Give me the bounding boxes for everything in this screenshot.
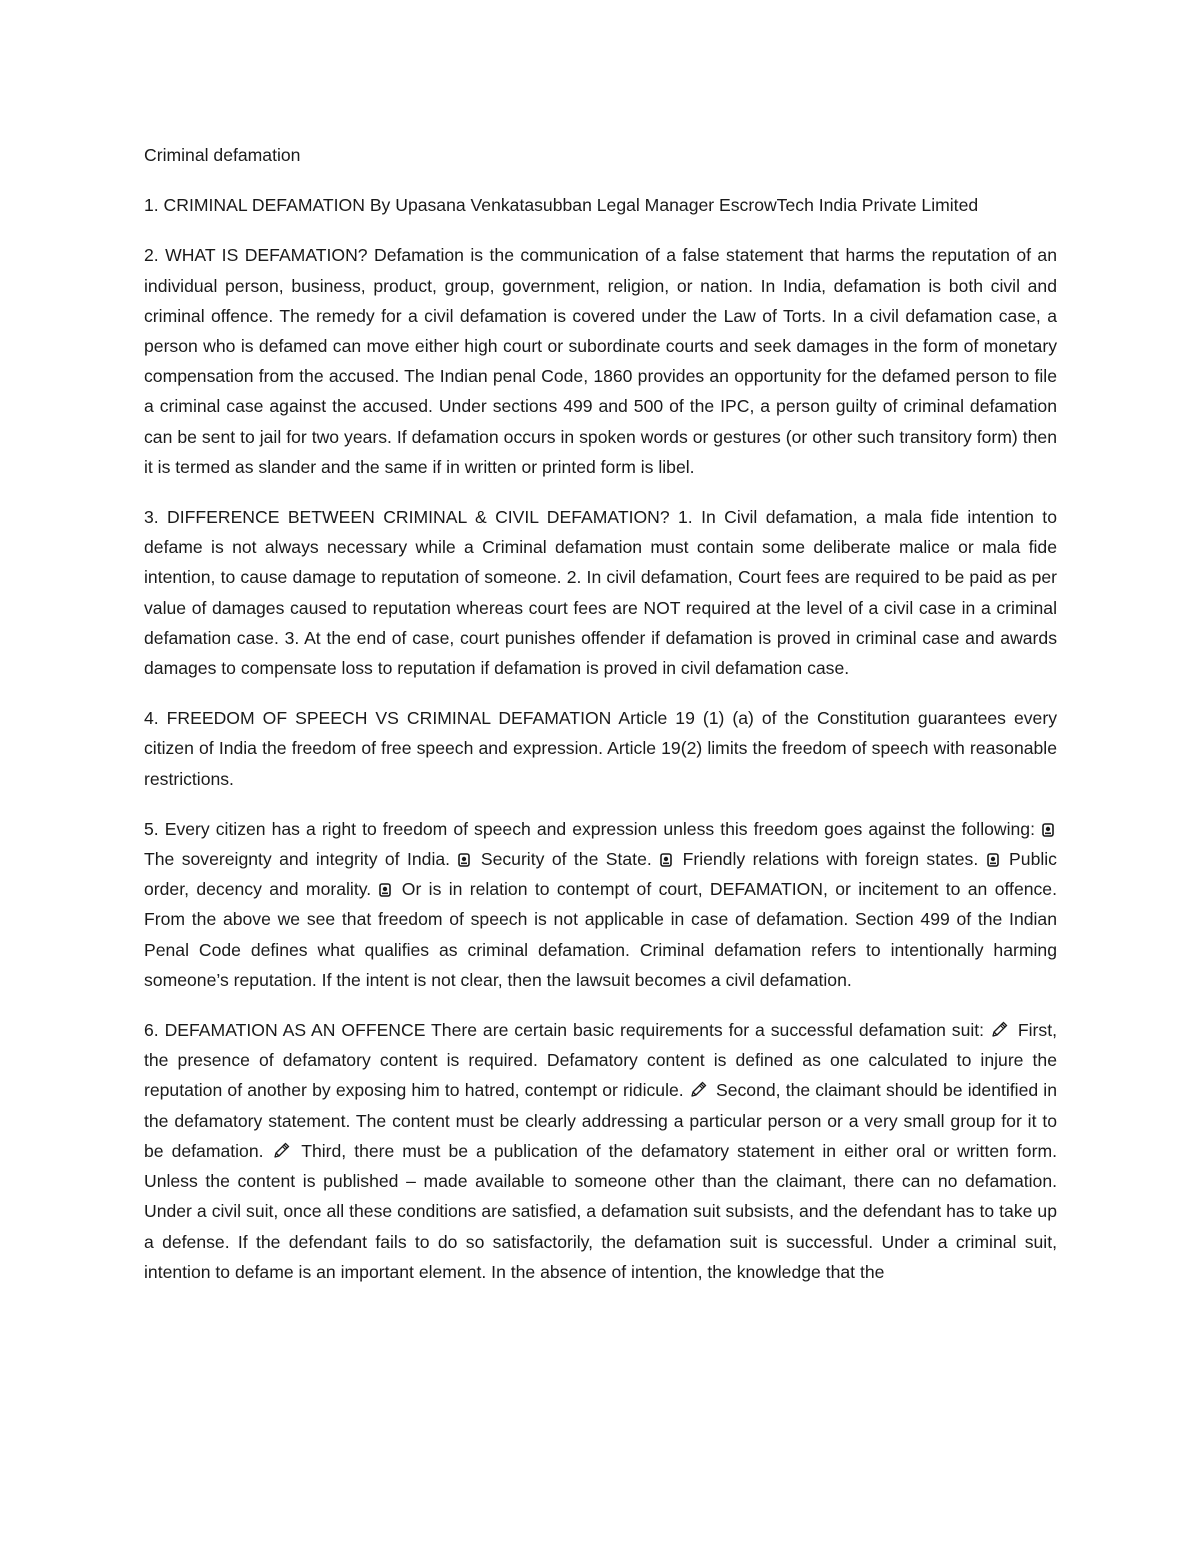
missing-glyph-icon xyxy=(987,853,999,867)
document-title: Criminal defamation xyxy=(144,145,301,165)
paragraph-2: 2. WHAT IS DEFAMATION? Defamation is the communication of a false statement that harms the reputation of an individual person, business, product, group, government, religion, or nation. In India, defamation is both civil and criminal offence. The remedy for a civil defamation is covered under the Law of Torts. In a civil defamation case, a person who is defamed can move either high court or subordinate courts and seek damages in the form of monetary compensation from the accused. The Indian penal Code, 1860 provides an opportunity for the defamed person to file a criminal case against the accused. Under sections 499 and 500 of the IPC, a person guilty of criminal defamation can be sent to jail for two years. If defamation occurs in spoken words or gestures (or other such transitory form) then it is termed as slander and the same if in written or printed form is libel. xyxy=(144,245,1057,477)
paragraph-1: 1. CRIMINAL DEFAMATION By Upasana Venkatasubban Legal Manager EscrowTech India Private Limited xyxy=(144,195,979,216)
paragraph-5-item-5: Or is in relation to contempt of court, DEFAMATION, or incitement to an offence. From the above we see that freedom of speech is not applicable in case of defamation. Section 499 of the Indian Penal Code defines what qualifies as criminal defamation. Criminal defamation refers to intentionally harming someone’s reputation. If the intent is not clear, then the lawsuit becomes a civil defamation. xyxy=(144,879,1057,990)
paragraph-5-item-4: Public order, decency and morality. xyxy=(144,849,1057,900)
paragraph-6-requirement-2: Second, the claimant should be identified in the defamatory statement. The content must be clearly addressing a particular person or a very small group for it to be defamation. xyxy=(144,1080,1058,1161)
paragraph-6 xyxy=(144,1015,1057,1287)
pencil-icon xyxy=(689,1081,707,1099)
paragraph-6-requirement-1: First, the presence of defamatory content is required. Defamatory content is defined as one calculated to injure the reputation of another by exposing him to hatred, contempt or ridicule. xyxy=(144,1020,1057,1101)
paragraph-3: 3. DIFFERENCE BETWEEN CRIMINAL & CIVIL DEFAMATION? 1. In Civil defamation, a mala fide intention to defame is not always necessary while a Criminal defamation must contain some deliberate malice or mala fide intention, to cause damage to reputation of someone. 2. In civil defamation, Court fees are required to be paid as per value of damages caused to reputation whereas court fees are NOT required at the level of a civil case in a criminal defamation case. 3. At the end of case, court punishes offender if defamation is proved in criminal case and awards damages to compensate loss to reputation if defamation is proved in civil defamation case. xyxy=(144,507,1057,679)
pencil-icon xyxy=(990,1021,1008,1039)
missing-glyph-icon xyxy=(660,853,672,867)
paragraph-5-item-3: Friendly relations with foreign states. xyxy=(675,849,986,870)
paragraph-5 xyxy=(144,814,1057,995)
pencil-icon xyxy=(272,1142,290,1160)
paragraph-6-requirement-3: Third, there must be a publication of the defamatory statement in either oral or written form. Unless the content is published – made available to someone other than the claimant, there can no defamation. Under a civil suit, once all these conditions are satisfied, a defamation suit subsists, and the defendant has to take up a defense. If the defendant fails to do so satisfactorily, the defamation suit is successful. Under a criminal suit, intention to defame is an important element. In the absence of intention, the knowledge that the xyxy=(144,1140,1057,1282)
paragraph-6-intro: 6. DEFAMATION AS AN OFFENCE There are certain basic requirements for a successful defamation suit: xyxy=(144,1020,990,1041)
paragraph-4: 4. FREEDOM OF SPEECH VS CRIMINAL DEFAMATION Article 19 (1) (a) of the Constitution guarantees every citizen of India the freedom of free speech and expression. Article 19(2) limits the freedom of speech with reasonable restrictions. xyxy=(144,708,1057,789)
paragraph-5-intro: 5. Every citizen has a right to freedom of speech and expression unless this freedom goes against the following: xyxy=(144,818,1041,839)
paragraph-5-item-1: The sovereignty and integrity of India. xyxy=(144,849,458,870)
missing-glyph-icon xyxy=(458,853,470,867)
missing-glyph-icon xyxy=(379,883,391,897)
document-page xyxy=(144,140,1057,1307)
paragraph-5-item-2: Security of the State. xyxy=(473,849,660,870)
missing-glyph-icon xyxy=(1042,823,1054,837)
